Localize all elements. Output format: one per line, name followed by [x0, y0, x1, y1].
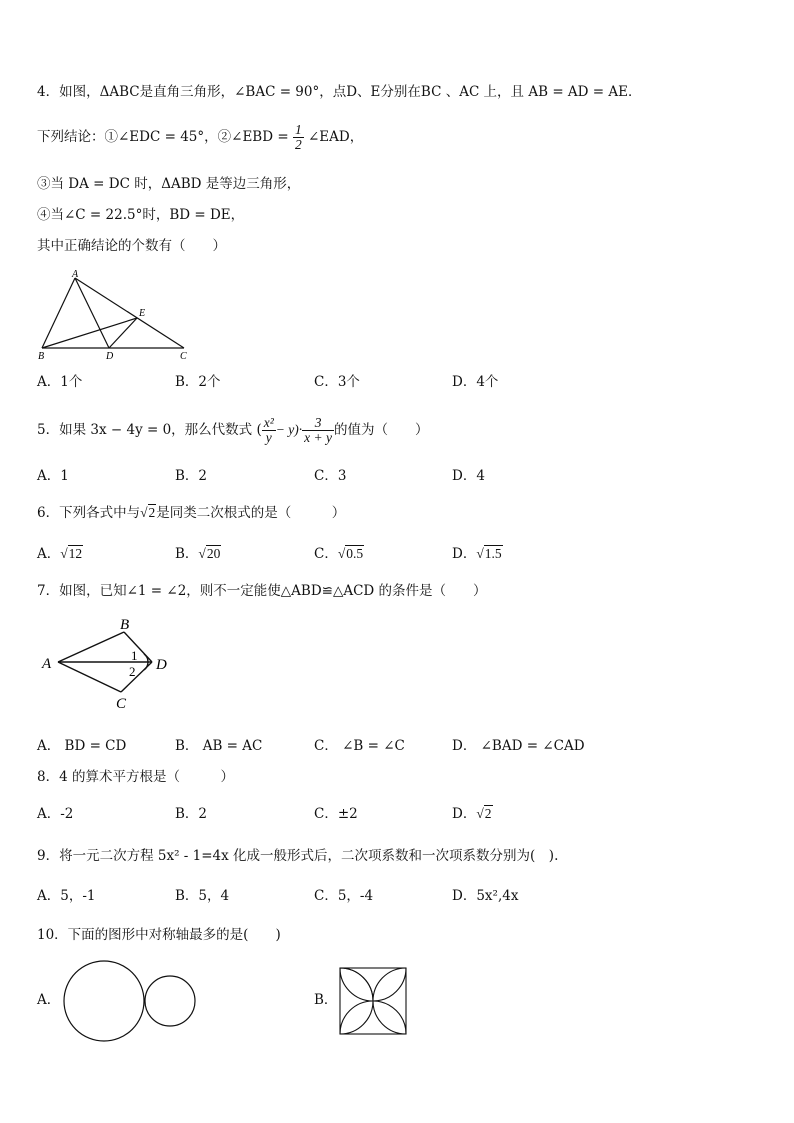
q5-fraction-1 — [262, 416, 276, 445]
q6-option-b-sqrt: √20 — [198, 546, 221, 561]
q6-option-d[interactable] — [452, 544, 503, 564]
q10-option-a-two-circles — [62, 958, 202, 1048]
q6-radicand: 2 — [148, 505, 156, 520]
q8-option-d[interactable] — [452, 804, 493, 824]
q7-stem: 7．如图，已知∠1 = ∠2，则不一定能使△ABD≌△ACD 的条件是（ ） — [37, 583, 487, 599]
q7-label-a: A — [42, 656, 52, 672]
q4-option-b[interactable]: B．2个 — [175, 374, 221, 390]
q5-frac2-den: x + y — [304, 430, 332, 445]
q7-option-c[interactable]: C． ∠B = ∠C — [314, 738, 405, 754]
q6-option-b-label: B． — [175, 546, 199, 562]
q6-option-c-sqrt: √0.5 — [337, 546, 364, 561]
q6-option-d-rad: 1.5 — [484, 546, 502, 561]
q5-option-d[interactable]: D．4 — [452, 468, 485, 484]
q7-kite-figure — [38, 612, 178, 712]
q5-option-a[interactable]: A．1 — [37, 468, 69, 484]
q4-fraction-half — [293, 123, 304, 152]
q4-conclusions-part-b: ∠EAD， — [308, 129, 364, 145]
q4-label-c: C — [180, 351, 187, 362]
q7-option-a[interactable]: A． BD = CD — [37, 738, 127, 754]
q5-stem-part-b: − y)· — [275, 422, 303, 437]
q6-option-b-rad: 20 — [206, 546, 221, 561]
q6-option-a-sqrt: √12 — [60, 546, 83, 561]
q8-option-c[interactable]: C．±2 — [314, 806, 358, 822]
q7-option-d[interactable]: D． ∠BAD = ∠CAD — [452, 738, 585, 754]
q4-option-d[interactable]: D．4个 — [452, 374, 499, 390]
q6-option-d-sqrt: √1.5 — [476, 546, 502, 561]
q4-edge-ab — [42, 278, 75, 348]
q9-option-a[interactable]: A．5，-1 — [37, 888, 96, 904]
q7-edge-ac — [58, 662, 121, 692]
q9-option-c[interactable]: C．5，-4 — [314, 888, 374, 904]
q4-frac-num: 1 — [294, 122, 302, 137]
q7-label-angle-1: 1 — [131, 648, 138, 663]
q7-label-angle-2: 2 — [129, 664, 136, 679]
q4-stem: 4．如图，ΔABC是直角三角形，∠BAC = 90°，点D、E分别在BC 、AC 上，且 AB = AD = AE． — [37, 84, 642, 100]
q9-stem: 9．将一元二次方程 5x² - 1=4x 化成一般形式后，二次项系数和一次项系数分别为( ). — [37, 848, 559, 864]
q4-question: 其中正确结论的个数有（ ） — [37, 238, 226, 254]
q8-option-d-label: D． — [452, 806, 477, 822]
q4-label-a: A — [72, 269, 79, 280]
q5-fraction-2 — [302, 416, 334, 445]
q8-stem: 8．4 的算术平方根是（ ） — [37, 769, 234, 785]
q5-frac2-num: 3 — [302, 416, 334, 431]
q6-option-c[interactable] — [314, 544, 364, 564]
q10-large-circle — [64, 961, 144, 1041]
q10-option-a[interactable]: A． — [37, 992, 61, 1008]
q10-option-b-square-petals — [338, 966, 410, 1038]
q6-option-d-label: D． — [452, 546, 477, 562]
q7-edge-bd — [124, 632, 152, 662]
q7-option-b[interactable]: B． AB = AC — [175, 738, 263, 754]
q7-label-b: B — [120, 617, 130, 633]
q8-option-d-rad: 2 — [484, 806, 492, 821]
q6-option-a-label: A． — [37, 546, 61, 562]
q6-sqrt-2: √2 — [140, 505, 156, 520]
q7-label-c: C — [116, 696, 127, 712]
q4-label-b: B — [38, 351, 45, 362]
q5-stem — [37, 410, 428, 450]
q10-stem: 10．下面的图形中对称轴最多的是( ) — [37, 927, 281, 943]
q6-option-c-label: C． — [314, 546, 338, 562]
q10-option-b[interactable]: B． — [314, 992, 338, 1008]
q5-frac1-den: y — [265, 430, 272, 445]
q4-triangle-figure — [36, 268, 196, 363]
q5-stem-part-c: 的值为（ ） — [333, 422, 429, 438]
q4-option-a[interactable]: A．1个 — [37, 374, 83, 390]
q4-conclusions-line1 — [37, 120, 363, 154]
q4-label-e: E — [139, 308, 146, 319]
q8-option-d-sqrt: √2 — [476, 806, 492, 821]
q6-stem-part-a: 6．下列各式中与 — [37, 505, 141, 521]
q4-option-c[interactable]: C．3个 — [314, 374, 360, 390]
q5-option-c[interactable]: C．3 — [314, 468, 347, 484]
q5-stem-part-a: 5．如果 3x − 4y = 0，那么代数式 ( — [37, 422, 262, 438]
q6-option-b[interactable] — [175, 544, 221, 564]
q9-option-d[interactable]: D．5x²,4x — [452, 888, 519, 904]
q6-option-a-rad: 12 — [68, 546, 83, 561]
q7-edge-ab — [58, 632, 124, 662]
q6-stem-part-b: 是同类二次根式的是（ ） — [156, 505, 346, 521]
q4-conclusion-4: ④当∠C = 22.5°时，BD = DE， — [37, 207, 245, 223]
q6-option-c-rad: 0.5 — [346, 546, 364, 561]
q7-label-d: D — [156, 657, 167, 673]
q8-option-a[interactable]: A．-2 — [37, 806, 74, 822]
q6-stem — [37, 503, 345, 523]
q9-option-b[interactable]: B．5，4 — [175, 888, 230, 904]
q4-label-d: D — [106, 351, 114, 362]
q10-small-circle — [145, 976, 195, 1026]
q6-option-a[interactable] — [37, 544, 83, 564]
q5-option-b[interactable]: B．2 — [175, 468, 208, 484]
q4-conclusion-3: ③当 DA = DC 时，ΔABD 是等边三角形， — [37, 176, 301, 192]
q5-frac1-num: x² — [263, 415, 274, 430]
q4-conclusions-part-a: 下列结论：①∠EDC = 45°，②∠EBD = — [37, 129, 289, 145]
q4-frac-den: 2 — [294, 137, 302, 152]
q8-option-b[interactable]: B．2 — [175, 806, 208, 822]
